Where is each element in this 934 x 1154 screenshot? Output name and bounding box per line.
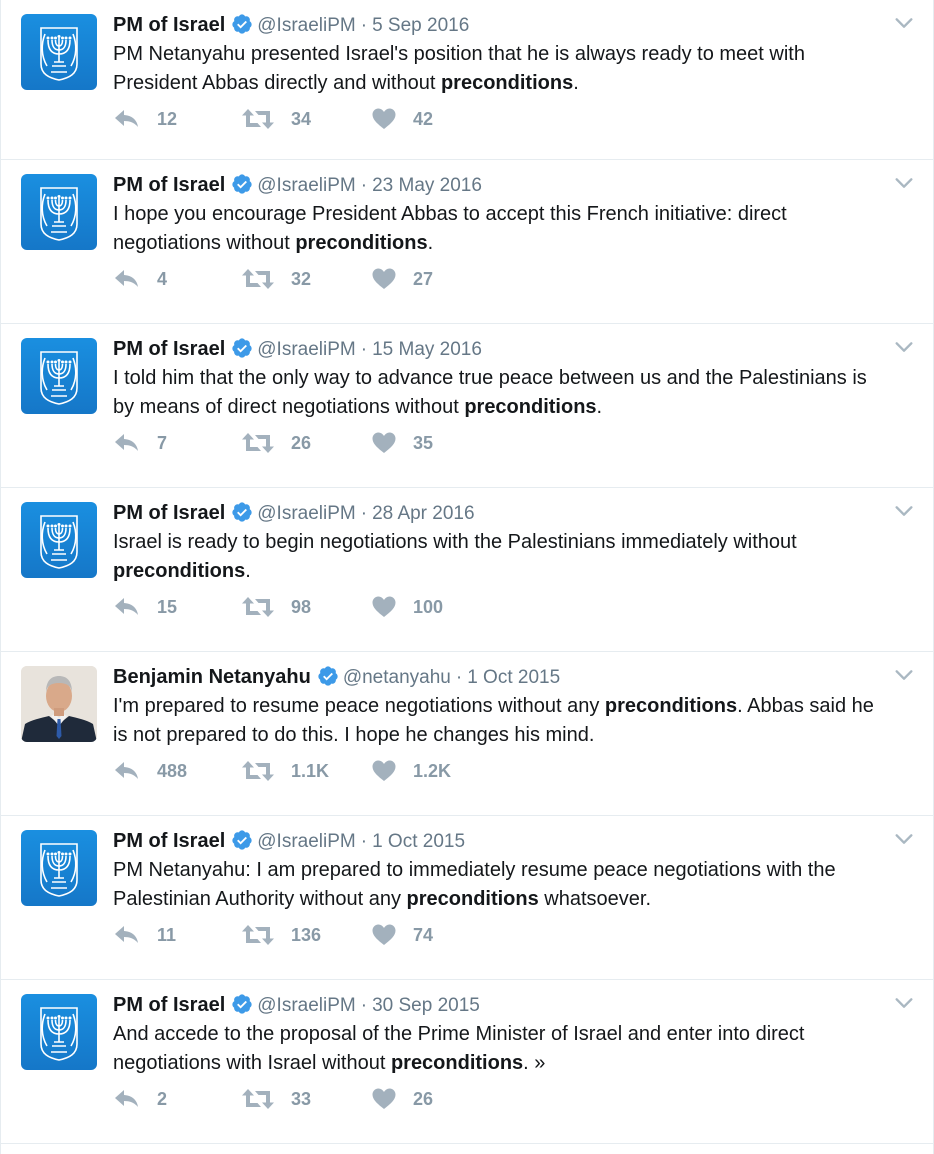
- tweet-header: [113, 664, 873, 691]
- avatar[interactable]: [21, 502, 97, 578]
- israel-emblem-icon: [21, 338, 97, 414]
- tweet-header: [113, 172, 873, 199]
- retweet-button[interactable]: [241, 920, 321, 950]
- like-button[interactable]: [371, 592, 443, 622]
- tweet-date[interactable]: 1 Oct 2015: [467, 667, 561, 688]
- retweet-button[interactable]: [241, 592, 311, 622]
- tweet-header: [113, 500, 873, 527]
- tweet-actions: [113, 428, 613, 458]
- retweet-icon: [241, 759, 275, 783]
- tweet-text-highlight: preconditions: [406, 888, 539, 910]
- verified-badge-icon: [231, 829, 253, 851]
- like-button[interactable]: [371, 1084, 433, 1114]
- chevron-down-icon[interactable]: [893, 336, 915, 358]
- like-count: 1.2K: [413, 760, 452, 781]
- retweet-icon: [241, 923, 275, 947]
- tweet-text-before: I told him that the only way to advance true peace between us and the Palestinians is by means of direct negotiations without: [113, 367, 867, 418]
- tweet[interactable]: [1, 816, 933, 980]
- avatar[interactable]: [21, 14, 97, 90]
- tweet-header: [113, 992, 873, 1019]
- reply-button[interactable]: [113, 104, 177, 134]
- like-count: 42: [413, 108, 434, 129]
- author-handle[interactable]: @netanyahu: [342, 667, 451, 688]
- retweet-icon: [241, 107, 275, 131]
- retweet-button[interactable]: [241, 264, 311, 294]
- heart-icon: [371, 1087, 397, 1111]
- verified-badge-icon: [231, 993, 253, 1015]
- retweet-count: 136: [291, 924, 322, 945]
- retweet-button[interactable]: [241, 428, 311, 458]
- tweet-text-after: . Abbas said he is not prepared to do this. I hope he changes his mind.: [113, 695, 874, 746]
- tweet-text-before: I'm prepared to resume peace negotiations without any: [113, 695, 605, 717]
- reply-button[interactable]: [113, 592, 177, 622]
- author-handle[interactable]: @IsraeliPM: [257, 995, 356, 1016]
- tweet-actions: [113, 756, 613, 786]
- retweet-count: 33: [291, 1088, 312, 1109]
- reply-button[interactable]: [113, 1084, 167, 1114]
- author-name[interactable]: PM of Israel: [113, 174, 226, 196]
- reply-icon: [113, 431, 141, 455]
- like-button[interactable]: [371, 920, 433, 950]
- reply-count: 488: [157, 760, 188, 781]
- reply-icon: [113, 759, 141, 783]
- tweet-text: [113, 528, 893, 586]
- avatar[interactable]: [21, 174, 97, 250]
- reply-icon: [113, 595, 141, 619]
- tweet-text-after: .: [245, 560, 251, 582]
- tweet-text-highlight: preconditions: [464, 396, 597, 418]
- reply-count: 11: [157, 924, 177, 945]
- tweet-text: [113, 856, 893, 914]
- tweet-actions: [113, 264, 613, 294]
- reply-count: 2: [157, 1088, 168, 1109]
- tweet[interactable]: [1, 980, 933, 1144]
- tweet[interactable]: [1, 652, 933, 816]
- author-handle[interactable]: @IsraeliPM: [257, 503, 356, 524]
- tweet-header: [113, 336, 873, 363]
- tweet[interactable]: [1, 324, 933, 488]
- retweet-count: 26: [291, 432, 312, 453]
- israel-emblem-icon: [21, 830, 97, 906]
- author-name[interactable]: PM of Israel: [113, 830, 226, 852]
- avatar[interactable]: [21, 666, 97, 742]
- separator-dot: ·: [360, 175, 368, 196]
- retweet-button[interactable]: [241, 1084, 311, 1114]
- verified-badge-icon: [231, 13, 253, 35]
- tweet-actions: [113, 592, 613, 622]
- retweet-button[interactable]: [241, 104, 311, 134]
- israel-emblem-icon: [21, 174, 97, 250]
- reply-button[interactable]: [113, 264, 167, 294]
- reply-icon: [113, 107, 141, 131]
- separator-dot: ·: [360, 831, 368, 852]
- tweet-text: [113, 1020, 893, 1078]
- avatar[interactable]: [21, 830, 97, 906]
- tweet-header: [113, 828, 873, 855]
- israel-emblem-icon: [21, 994, 97, 1070]
- verified-badge-icon: [317, 665, 339, 687]
- author-name[interactable]: PM of Israel: [113, 338, 226, 360]
- tweet-text-highlight: preconditions: [113, 560, 246, 582]
- separator-dot: ·: [360, 15, 368, 36]
- chevron-down-icon[interactable]: [893, 172, 915, 194]
- reply-button[interactable]: [113, 756, 187, 786]
- tweet-text-before: PM Netanyahu: I am prepared to immediately resume peace negotiations with the Palestinian Authority without any: [113, 859, 836, 910]
- heart-icon: [371, 595, 397, 619]
- tweet-text-highlight: preconditions: [604, 695, 738, 717]
- tweet-actions: [113, 104, 613, 134]
- verified-badge-icon: [231, 173, 253, 195]
- netanyahu-portrait-icon: [21, 666, 97, 742]
- tweet-text-highlight: preconditions: [390, 1052, 524, 1074]
- tweet-text-before: Israel is ready to begin negotiations with the Palestinians immediately without: [113, 531, 797, 553]
- like-count: 27: [413, 268, 434, 289]
- tweet-text-highlight: preconditions: [440, 72, 574, 94]
- retweet-icon: [241, 595, 275, 619]
- tweet[interactable]: [1, 488, 933, 652]
- verified-badge-icon: [231, 337, 253, 359]
- heart-icon: [371, 759, 397, 783]
- retweet-icon: [241, 1087, 275, 1111]
- tweet-date[interactable]: 28 Apr 2016: [372, 503, 475, 524]
- tweet-date[interactable]: 15 May 2016: [372, 339, 482, 360]
- like-button[interactable]: [371, 756, 451, 786]
- author-name[interactable]: Benjamin Netanyahu: [113, 666, 311, 688]
- reply-icon: [113, 923, 141, 947]
- author-handle[interactable]: @IsraeliPM: [257, 175, 356, 196]
- separator-dot: ·: [455, 667, 463, 688]
- like-button[interactable]: [371, 264, 433, 294]
- retweet-count: 34: [291, 108, 312, 129]
- tweet-text-after: .: [596, 396, 603, 418]
- retweet-count: 1.1K: [291, 760, 330, 781]
- chevron-down-icon[interactable]: [893, 664, 915, 686]
- author-name[interactable]: PM of Israel: [113, 994, 226, 1016]
- heart-icon: [371, 107, 397, 131]
- tweet-text-after: whatsoever.: [538, 888, 652, 910]
- like-count: 74: [413, 924, 434, 945]
- separator-dot: ·: [360, 995, 368, 1016]
- israel-emblem-icon: [21, 14, 97, 90]
- tweet-date[interactable]: 23 May 2016: [372, 175, 482, 196]
- tweet[interactable]: [1, 0, 933, 160]
- tweet-text: [113, 200, 893, 258]
- tweet-text-before: I hope you encourage President Abbas to accept this French initiative: direct negotiations without: [113, 203, 787, 254]
- like-button[interactable]: [371, 104, 433, 134]
- author-handle[interactable]: @IsraeliPM: [257, 15, 356, 36]
- retweet-icon: [241, 267, 275, 291]
- separator-dot: ·: [360, 503, 368, 524]
- tweet-text: [113, 40, 893, 98]
- like-button[interactable]: [371, 428, 433, 458]
- like-count: 100: [413, 596, 444, 617]
- chevron-down-icon[interactable]: [893, 992, 915, 1014]
- chevron-down-icon[interactable]: [893, 500, 915, 522]
- verified-badge-icon: [231, 501, 253, 523]
- tweet-text-highlight: preconditions: [295, 232, 428, 254]
- reply-count: 4: [157, 268, 168, 289]
- reply-button[interactable]: [113, 920, 176, 950]
- tweet[interactable]: [1, 160, 933, 324]
- tweet-text-after: .: [427, 232, 434, 254]
- avatar[interactable]: [21, 994, 97, 1070]
- tweet-text-before: PM Netanyahu presented Israel's position that he is always ready to meet with President Abbas directly and without: [113, 43, 805, 94]
- separator-dot: ·: [360, 339, 368, 360]
- tweet-text-before: And accede to the proposal of the Prime Minister of Israel and enter into direct negotiations with Israel without: [113, 1023, 805, 1074]
- heart-icon: [371, 431, 397, 455]
- tweet-date[interactable]: 30 Sep 2015: [372, 995, 480, 1016]
- tweet-header: [113, 12, 873, 39]
- tweet-date[interactable]: 1 Oct 2015: [372, 831, 466, 852]
- author-handle[interactable]: @IsraeliPM: [257, 831, 356, 852]
- tweet-list: [1, 0, 933, 1144]
- reply-icon: [113, 1087, 141, 1111]
- like-count: 26: [413, 1088, 434, 1109]
- avatar[interactable]: [21, 338, 97, 414]
- tweet-actions: [113, 920, 613, 950]
- heart-icon: [371, 923, 397, 947]
- tweet-text: [113, 692, 893, 750]
- retweet-count: 98: [291, 596, 312, 617]
- chevron-down-icon[interactable]: [893, 828, 915, 850]
- reply-icon: [113, 267, 141, 291]
- reply-count: 12: [157, 108, 178, 129]
- heart-icon: [371, 267, 397, 291]
- author-name[interactable]: PM of Israel: [113, 502, 226, 524]
- retweet-count: 32: [291, 268, 312, 289]
- tweet-actions: [113, 1084, 613, 1114]
- chevron-down-icon[interactable]: [893, 12, 915, 34]
- like-count: 35: [413, 432, 434, 453]
- tweet-date[interactable]: 5 Sep 2016: [372, 15, 470, 36]
- reply-count: 7: [157, 432, 168, 453]
- tweet-text-after: .: [573, 72, 579, 94]
- reply-button[interactable]: [113, 428, 167, 458]
- retweet-button[interactable]: [241, 756, 329, 786]
- israel-emblem-icon: [21, 502, 97, 578]
- author-handle[interactable]: @IsraeliPM: [257, 339, 356, 360]
- reply-count: 15: [157, 596, 178, 617]
- author-name[interactable]: PM of Israel: [113, 14, 226, 36]
- tweet-text-after: . »: [523, 1052, 546, 1074]
- retweet-icon: [241, 431, 275, 455]
- tweet-text: [113, 364, 893, 422]
